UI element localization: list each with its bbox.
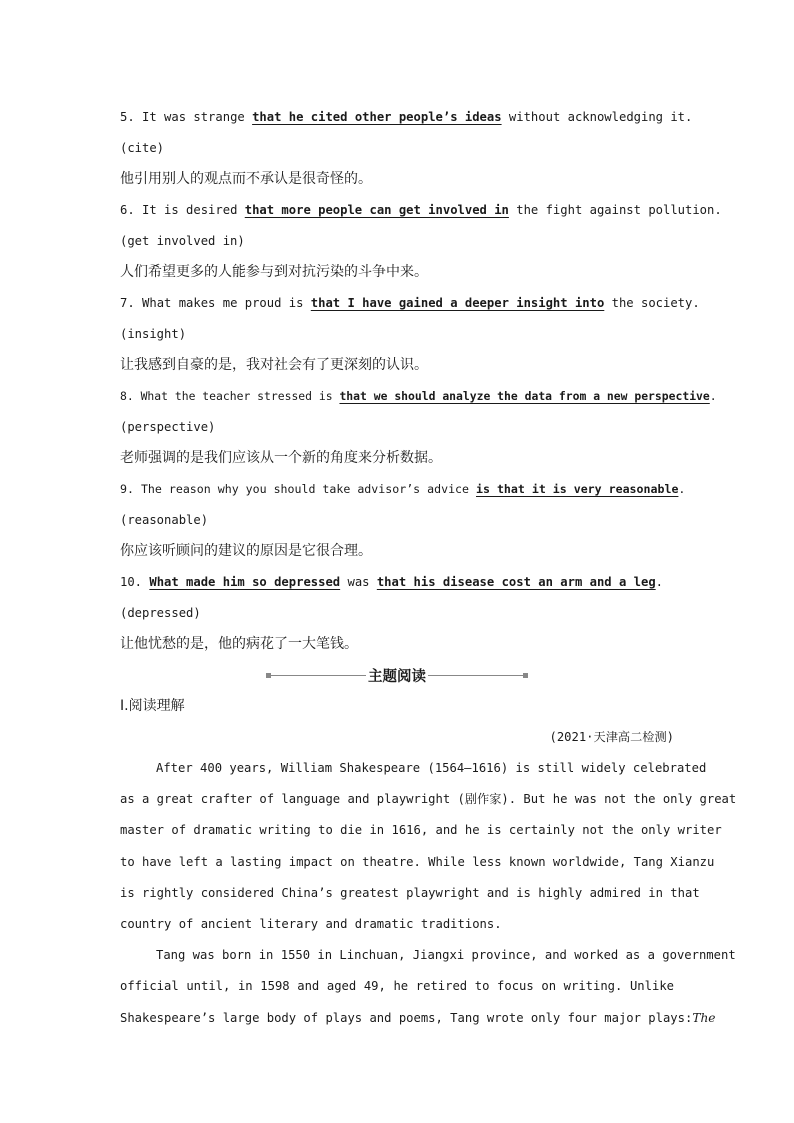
exercise-number: 5. xyxy=(120,110,135,124)
exercise-7-translation: 让我感到自豪的是，我对社会有了更深刻的认识。 xyxy=(120,357,428,373)
exercise-5-translation: 他引用别人的观点而不承认是很奇怪的。 xyxy=(120,171,372,187)
subsection-heading: Ⅰ.阅读理解 xyxy=(120,698,185,714)
exercise-number: 8. xyxy=(120,389,134,403)
document-content xyxy=(120,102,737,1034)
exercise-8-translation: 老师强调的是我们应该从一个新的角度来分析数据。 xyxy=(120,450,442,466)
exercise-5-sentence: 5. It was strange that he cited other people’s ideas without acknowledging it. xyxy=(120,102,674,133)
answer-underlined: What made him so depressed xyxy=(149,575,341,589)
exercise-10-translation: 让他忧愁的是，他的病花了一大笔钱。 xyxy=(120,636,358,652)
exercise-number: 6. xyxy=(120,203,135,217)
exercise-6-translation: 人们希望更多的人能参与到对抗污染的斗争中来。 xyxy=(120,264,428,280)
exercise-5-hint: (cite) xyxy=(120,141,165,155)
answer-underlined: that he cited other people’s ideas xyxy=(252,110,502,124)
exercise-7-hint: (insight) xyxy=(120,327,187,341)
exercise-9-translation: 你应该听顾问的建议的原因是它很合理。 xyxy=(120,543,372,559)
paragraph-line-last: Shakespeare’s large body of plays and poems, Tang wrote only four major plays: The xyxy=(120,1003,674,1034)
exercise-number: 9. xyxy=(120,482,134,496)
paragraph-line: master of dramatic writing to die in 1616, and he is certainly not the only writer xyxy=(120,823,722,838)
section-rule-left xyxy=(266,673,366,678)
paragraph-line: as a great crafter of language and playwright (剧作家). But he was not the only great xyxy=(120,792,737,807)
paragraph-line: official until, in 1598 and aged 49, he retired to focus on writing. Unlike xyxy=(120,979,674,994)
exercise-9-hint: (reasonable) xyxy=(120,513,209,527)
source-citation: (2021·天津高二检测) xyxy=(549,730,674,744)
exercise-10-sentence: 10. What made him so depressed was that his disease cost an arm and a leg . xyxy=(120,567,674,598)
answer-underlined: that his disease cost an arm and a leg xyxy=(376,575,656,589)
answer-underlined: that we should analyze the data from a new perspective xyxy=(339,389,710,403)
exercise-8-sentence: 8. What the teacher stressed is that we should analyze the data from a new perspective . xyxy=(120,381,674,412)
exercise-8-hint: (perspective) xyxy=(120,420,216,434)
italic-title-fragment: The xyxy=(692,1010,716,1025)
reading-paragraph-1 xyxy=(120,753,737,940)
paragraph-line: to have left a lasting impact on theatre. While less known worldwide, Tang Xianzu xyxy=(120,854,715,869)
paragraph-line: After 400 years, William Shakespeare (1564—1616) is still widely celebrated xyxy=(156,761,707,775)
exercise-6-hint: (get involved in) xyxy=(120,234,245,248)
exercise-9-sentence: 9. The reason why you should take advisor’s advice is that it is very reasonable . xyxy=(120,474,674,505)
exercise-6-sentence: 6. It is desired that more people can get involved in the fight against pollution. xyxy=(120,195,674,226)
exercise-10-hint: (depressed) xyxy=(120,606,201,620)
answer-underlined: is that it is very reasonable xyxy=(476,482,679,496)
exercise-7-sentence: 7. What makes me proud is that I have gained a deeper insight into the society. xyxy=(120,288,674,319)
paragraph-line: Tang was born in 1550 in Linchuan, Jiangxi province, and worked as a government xyxy=(156,948,736,963)
section-header xyxy=(120,660,674,691)
reading-paragraph-2 xyxy=(120,940,736,1034)
exercise-number: 10. xyxy=(120,575,143,589)
section-rule-right xyxy=(428,673,528,678)
exercise-number: 7. xyxy=(120,296,135,310)
paragraph-line: country of ancient literary and dramatic traditions. xyxy=(120,916,502,931)
answer-underlined: that I have gained a deeper insight into xyxy=(310,296,605,310)
answer-underlined: that more people can get involved in xyxy=(244,203,509,217)
section-title: 主题阅读 xyxy=(368,669,426,685)
paragraph-line: is rightly considered China’s greatest playwright and is highly admired in that xyxy=(120,885,700,900)
